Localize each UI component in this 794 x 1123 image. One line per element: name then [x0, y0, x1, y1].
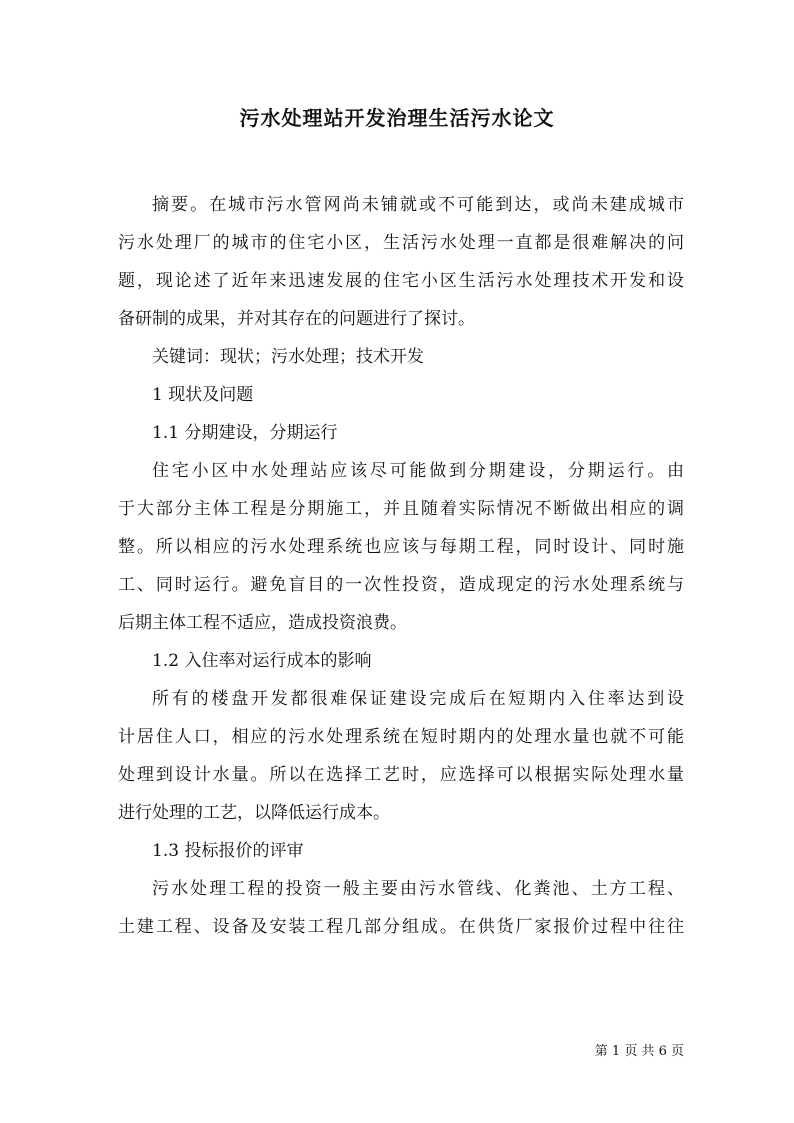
- document-title: 污水处理站开发治理生活污水论文: [239, 106, 555, 130]
- para-1-1-line-5: 后期主体工程不适应，造成投资浪费。: [118, 613, 407, 633]
- subsection-heading-1-3: 1.3 投标报价的评审: [152, 841, 304, 861]
- para-1-2-line-4: 进行处理的工艺，以降低运行成本。: [118, 803, 390, 823]
- abstract-line-1: 摘要。在城市污水管网尚未铺就或不可能到达，或尚未建成城市: [152, 195, 684, 215]
- para-1-2-line-3: 处理到设计水量。所以在选择工艺时，应选择可以根据实际处理水量: [118, 765, 684, 785]
- subsection-heading-1-1: 1.1 分期建设，分期运行: [152, 423, 338, 443]
- abstract-line-3: 题，现论述了近年来迅速发展的住宅小区生活污水处理技术开发和设: [118, 271, 684, 291]
- para-1-3-line-2: 土建工程、设备及安装工程几部分组成。在供货厂家报价过程中往往: [118, 917, 684, 937]
- para-1-3-line-1: 污水处理工程的投资一般主要由污水管线、化粪池、土方工程、: [152, 879, 684, 899]
- document-body: [118, 186, 684, 946]
- page-number-footer: 第 1 页 共 6 页: [594, 1044, 684, 1059]
- para-1-2-line-2: 计居住人口，相应的污水处理系统在短时期内的处理水量也就不可能: [118, 727, 684, 747]
- para-1-1-line-3: 整。所以相应的污水处理系统也应该与每期工程，同时设计、同时施: [118, 537, 684, 557]
- abstract-line-4: 备研制的成果，并对其存在的问题进行了探讨。: [118, 309, 475, 329]
- keywords-line: 关键词：现状；污水处理；技术开发: [152, 347, 424, 367]
- section-heading-1: 1 现状及问题: [152, 385, 254, 405]
- para-1-1-line-1: 住宅小区中水处理站应该尽可能做到分期建设，分期运行。由: [152, 461, 684, 481]
- para-1-2-line-1: 所有的楼盘开发都很难保证建设完成后在短期内入住率达到设: [152, 689, 684, 709]
- para-1-1-line-4: 工、同时运行。避免盲目的一次性投资，造成现定的污水处理系统与: [118, 575, 684, 595]
- abstract-line-2: 污水处理厂的城市的住宅小区，生活污水处理一直都是很难解决的问: [118, 233, 684, 253]
- subsection-heading-1-2: 1.2 入住率对运行成本的影响: [152, 651, 372, 671]
- para-1-1-line-2: 于大部分主体工程是分期施工，并且随着实际情况不断做出相应的调: [118, 499, 684, 519]
